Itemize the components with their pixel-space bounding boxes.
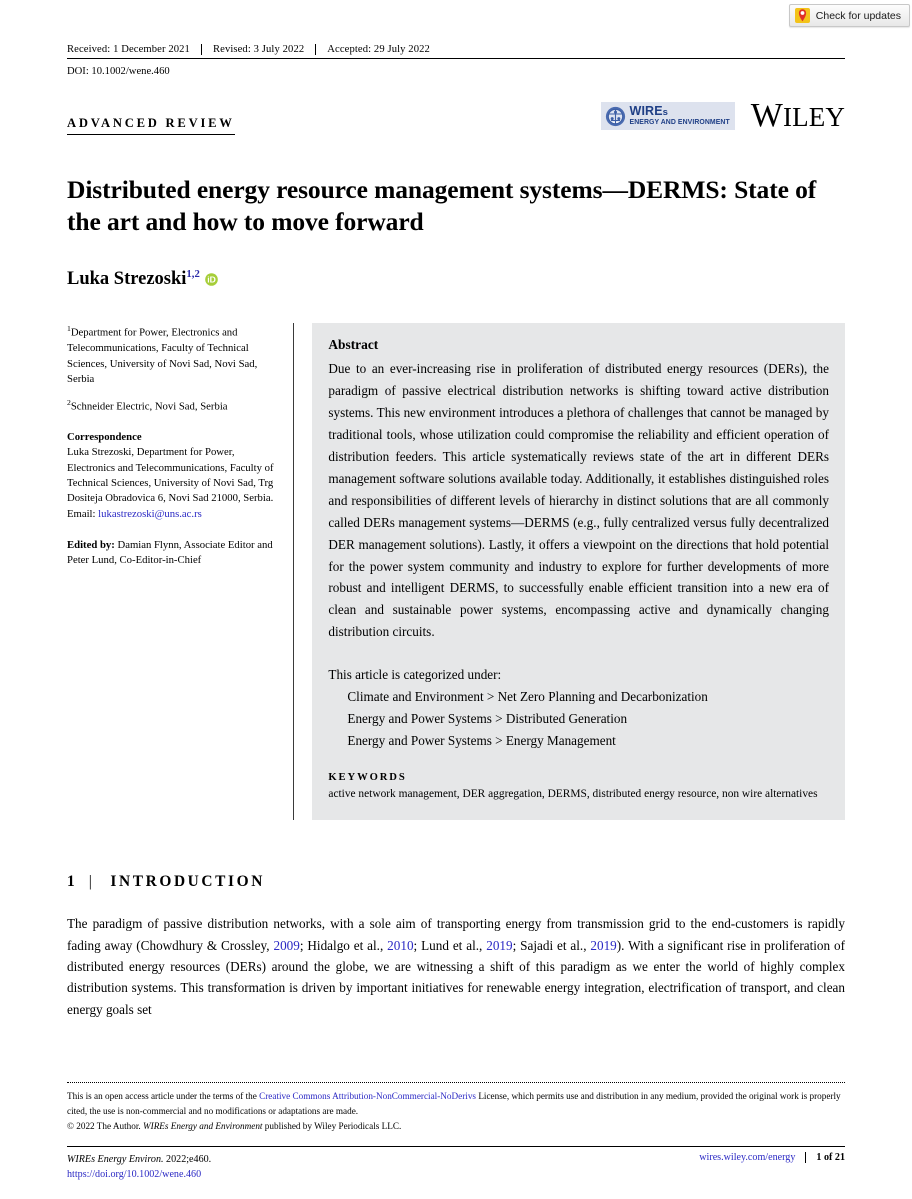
page-content	[67, 0, 845, 1033]
check-for-updates-label: Check for updates	[815, 9, 901, 22]
page-title: Distributed energy resource management systems—DERMS: State of the art and how to move forward	[67, 175, 817, 237]
brand-block	[601, 99, 845, 133]
article-type-label: ADVANCED REVIEW	[67, 116, 235, 135]
wiley-logo: WILEY	[750, 97, 845, 134]
footer-journal-name: WIREs Energy Environ.	[67, 1153, 164, 1165]
keywords-text: active network management, DER aggregation, DERMS, distributed energy resource, non wire alternatives	[328, 787, 818, 800]
revised-date: Revised: 3 July 2022	[201, 44, 315, 55]
edited-by-label: Edited by:	[67, 538, 115, 551]
correspondence-email-link[interactable]: lukastrezoski@uns.ac.rs	[98, 507, 202, 520]
masthead	[67, 97, 845, 137]
abstract-body: Due to an ever-increasing rise in proliferation of distributed energy resources (DERs), the paradigm of passive electrical distribution networks is shifting toward active distribution systems. This new environment introduces a plethora of challenges that cannot be managed by traditional tools, whose utilization could compromise the reliability and efficient operation of distribution feeders. This article systematically reviews state of the art in different DERs management software solutions available today. Additionally, it establishes distinguished roles and responsibilities of different levels of hierarchy in distinct solutions that are all commonly called DERs management systems—DERMS (e.g., fully centralized versus fully decentralized DER management solutions). Lastly, it offers a viewpoint on the directions that hold potential for the power system community and industry to explore for further developments of more robust and intelligent DERMS, to successfully enable efficient transition into a new era of clean and sustainable power systems, encompassing active and dynamically changing distribution circuits.	[328, 361, 829, 640]
category-item: Energy and Power Systems > Distributed Generation	[347, 711, 628, 726]
license-block	[67, 1089, 845, 1134]
copyright-journal: WIREs Energy and Environment	[142, 1120, 263, 1131]
wires-logo-subtitle: ENERGY AND ENVIRONMENT	[629, 119, 730, 127]
citation-link[interactable]: 2019	[590, 937, 617, 953]
abstract-heading: Abstract	[328, 337, 379, 353]
correspondence-heading: Correspondence	[67, 431, 142, 444]
footer-journal-issue: 2022;e460.	[163, 1153, 212, 1165]
footer-dotted-rule	[67, 1082, 845, 1083]
category-item: Energy and Power Systems > Energy Management	[347, 732, 616, 748]
categorized-under-intro: This article is categorized under:	[328, 667, 502, 683]
category-list	[328, 686, 829, 752]
received-date: Received: 1 December 2021	[67, 44, 190, 55]
footer-right	[699, 1152, 845, 1163]
edited-by-block	[67, 538, 277, 569]
page-number: 1 of 21	[805, 1152, 845, 1163]
author-name: Luka Strezoski$^{1,2}$	[67, 268, 200, 290]
footer-citation	[67, 1152, 211, 1183]
wires-globe-icon	[605, 106, 626, 127]
license-text-post: License, which permits use and distribution in any medium, provided the original work is properly cited, the use is non-commercial and no modifications or adaptations are made.	[67, 1091, 841, 1116]
citation-link[interactable]: 2009	[273, 937, 300, 953]
citation-link[interactable]: 2010	[387, 937, 414, 953]
orcid-icon[interactable]	[205, 273, 218, 286]
correspondence-block	[67, 430, 277, 522]
category-item: Climate and Environment > Net Zero Planning and Decarbonization	[347, 689, 708, 705]
wires-journal-logo	[601, 102, 735, 130]
citation-link[interactable]: 2019	[486, 937, 513, 953]
edited-by-text: Damian Flynn, Associate Editor and Peter Lund, Co-Editor-in-Chief	[67, 538, 273, 567]
copyright-pre: © 2022 The Author.	[67, 1120, 143, 1131]
affiliation-1: $^1$Department for Power, Electronics and Telecommunications, Faculty of Technical Sciences, University of Novi Sad, Novi Sad, Serbia	[67, 324, 258, 385]
author-line	[67, 268, 845, 290]
keywords-heading: KEYWORDS	[328, 771, 407, 783]
wires-logo-title: WIREs	[629, 103, 669, 118]
page-footer	[67, 1082, 845, 1199]
section-number: 1	[67, 873, 75, 891]
footer-site-link[interactable]: wires.wiley.com/energy	[699, 1151, 796, 1163]
svg-text:iD: iD	[207, 275, 216, 286]
copyright-post: published by Wiley Periodicals LLC.	[262, 1120, 402, 1131]
footer-bar	[67, 1147, 845, 1199]
introduction-paragraph: The paradigm of passive distribution networks, with a sole aim of transporting energy from transmission grid to the end-customers is rapidly fading away (Chowdhury & Crossley, 2009; Hidalgo et al., 2010; Lund et al., 2019; Sajadi et al., 2019). With a significant rise in proliferation of distributed energy resources (DERs) around the globe, we are witnessing a shift of this paradigm as we enter the world of highly complex distribution systems. This transformation is driven by important initiatives for renewable energy integration, electrification of transport, and clean energy goals set	[67, 916, 845, 1017]
accepted-date: Accepted: 29 July 2022	[315, 44, 441, 55]
author-abstract-columns	[67, 323, 845, 820]
footer-doi-link[interactable]: https://doi.org/10.1002/wene.460	[67, 1169, 202, 1181]
wires-logo-text	[630, 105, 730, 127]
correspondence-email-label: Email:	[67, 507, 96, 520]
section-heading-introduction	[67, 873, 845, 891]
affiliations-column	[67, 323, 293, 820]
correspondence-text: Luka Strezoski, Department for Power, Electronics and Telecommunications, Faculty of Technical Sciences, University of Novi Sad, Trg Dositeja Obradovica 6, Novi Sad 21000, Serbia.	[67, 446, 274, 505]
license-link[interactable]: Creative Commons Attribution-NonCommercial-NoDerivs	[259, 1091, 477, 1101]
abstract-box	[312, 323, 845, 820]
author-affiliation-marks: 1,2	[186, 268, 200, 281]
publication-dates	[67, 44, 845, 59]
column-divider-rule	[293, 323, 294, 820]
doi-line: DOI: 10.1002/wene.460	[67, 66, 170, 77]
license-text-pre: This is an open access article under the terms of the	[67, 1091, 260, 1101]
affiliation-2: $^2$Schneider Electric, Novi Sad, Serbia	[67, 398, 228, 413]
section-title: INTRODUCTION	[110, 873, 265, 891]
section-divider: |	[88, 873, 95, 891]
